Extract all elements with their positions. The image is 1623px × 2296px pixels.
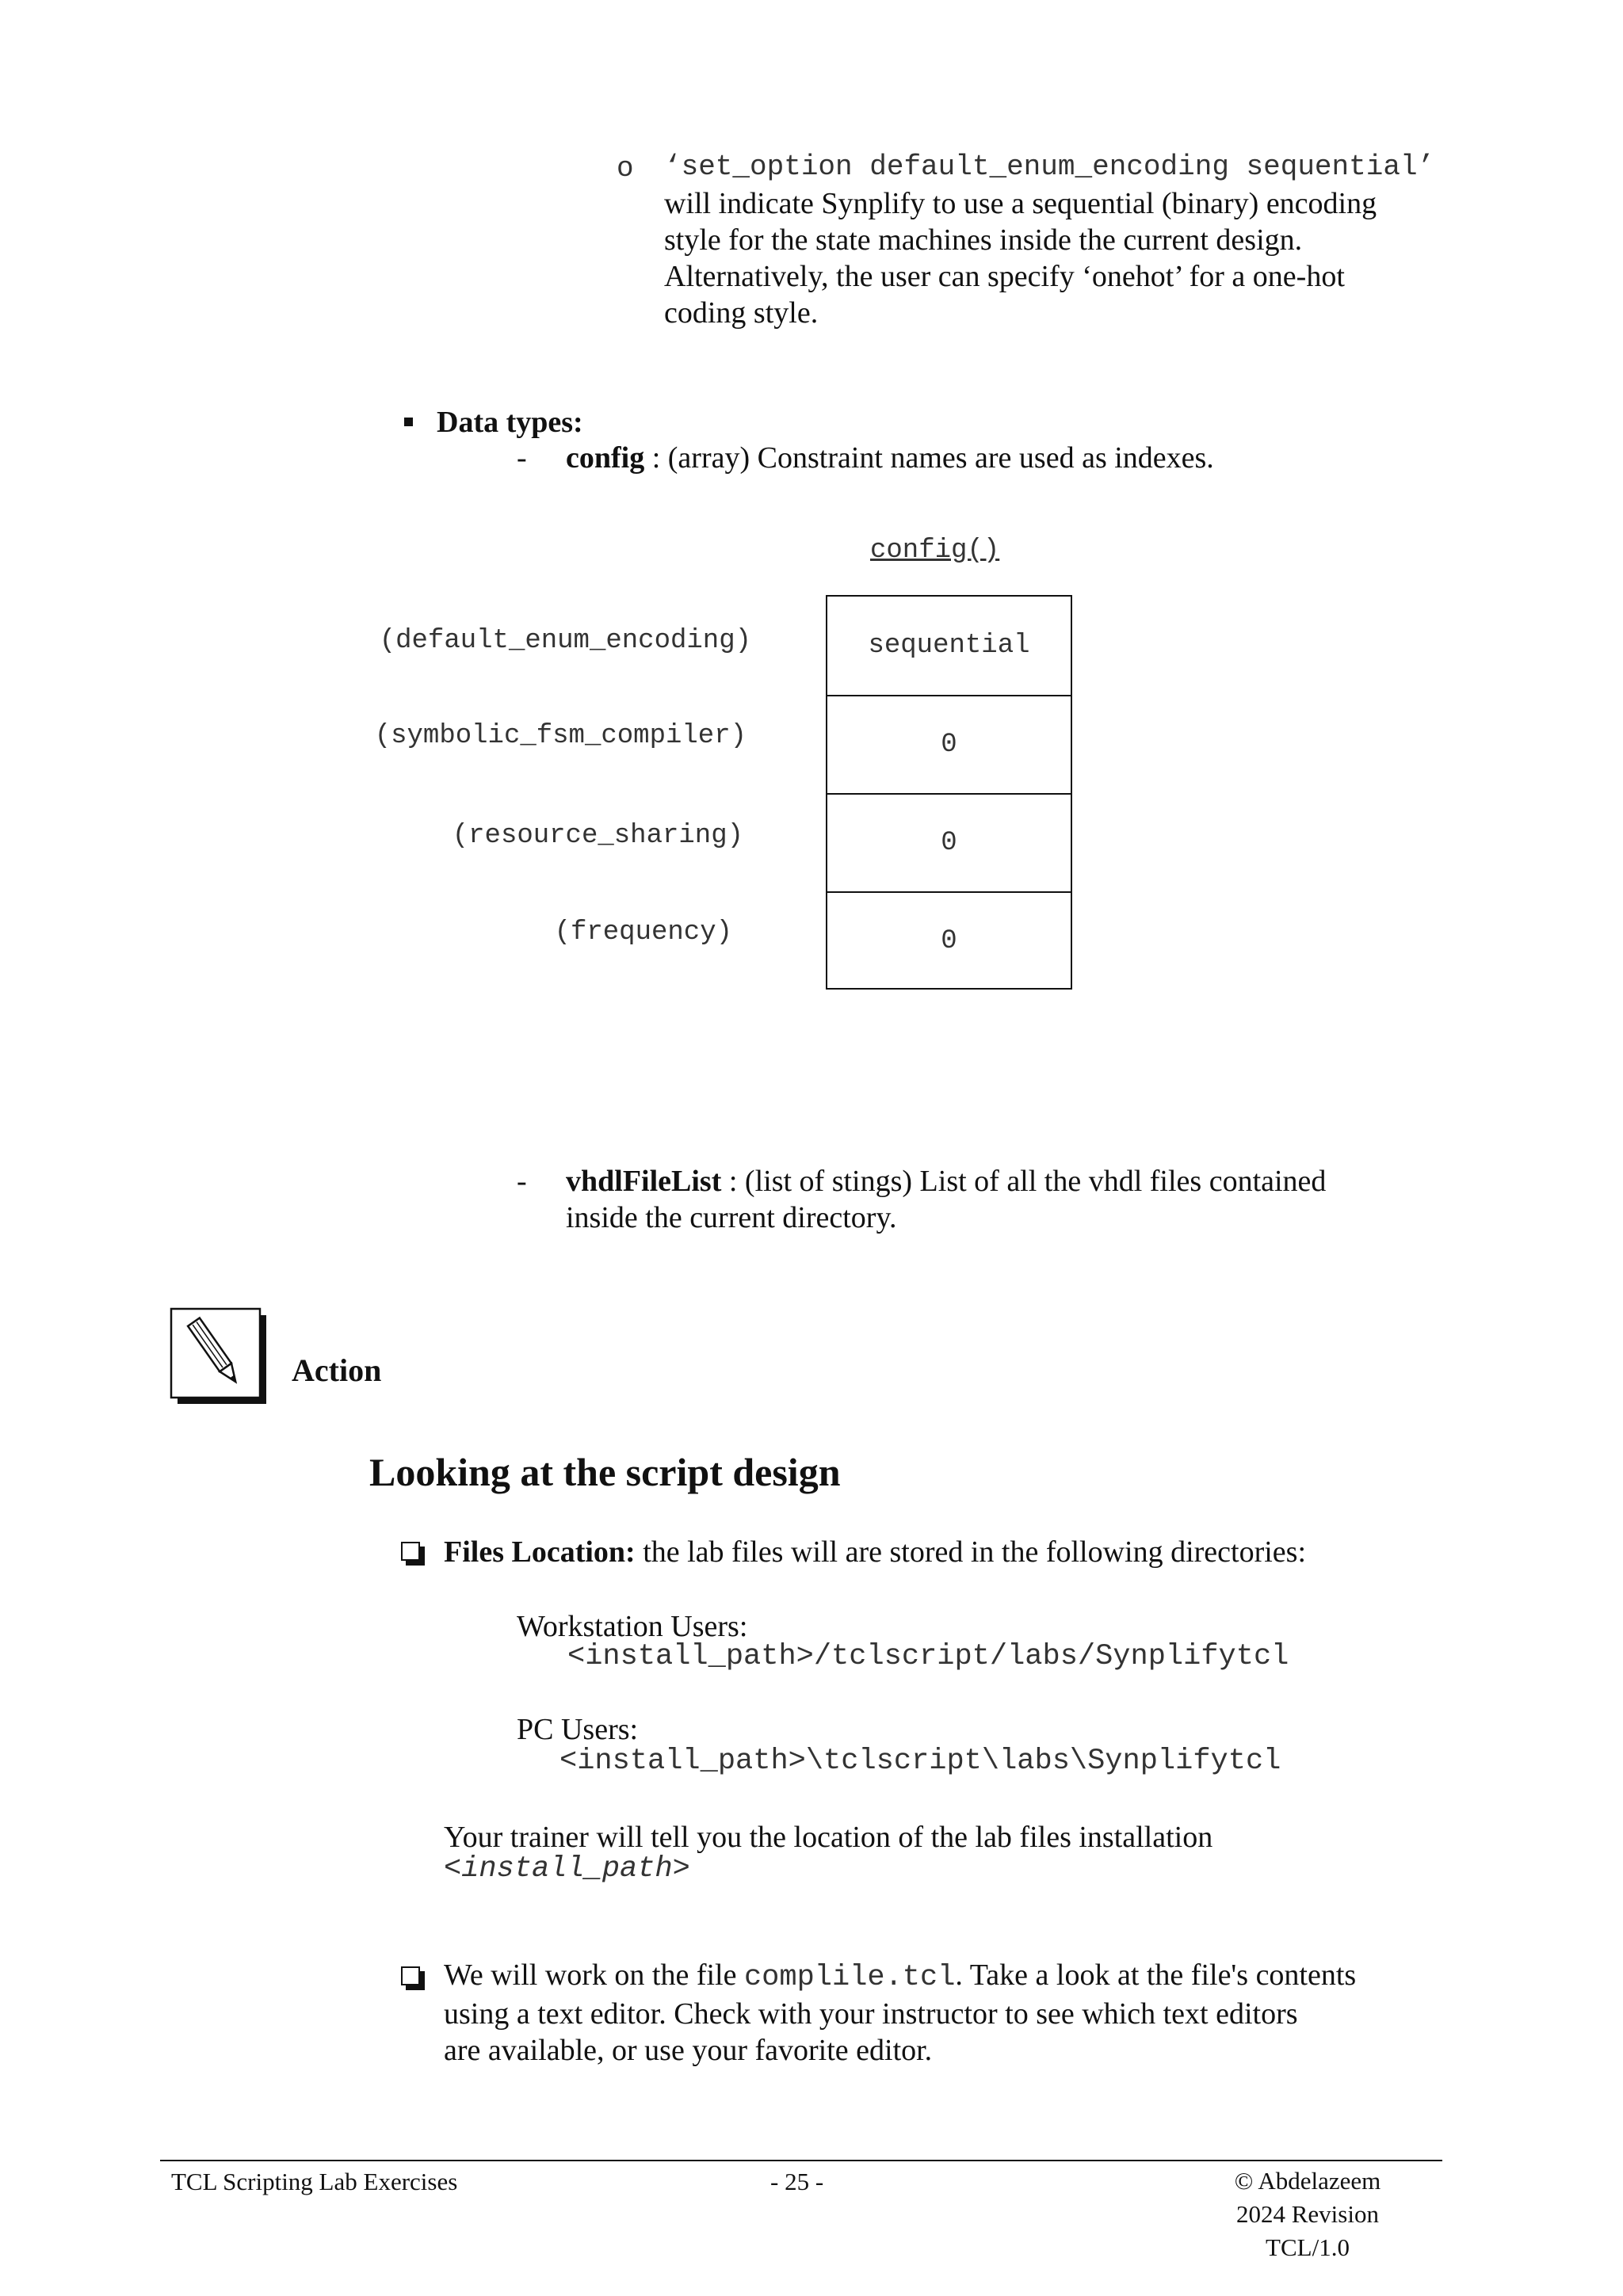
page-number: - 25 -: [770, 2168, 824, 2195]
square-bullet-icon: [404, 418, 413, 426]
vhdl-desc: : (list of stings) List of all the vhdl files contained: [721, 1165, 1327, 1198]
compile-item: [444, 1957, 1529, 2069]
array-index-label: (symbolic_fsm_compiler): [374, 721, 747, 751]
vhdl-name: vhdlFileList: [566, 1165, 722, 1198]
sub-bullet-line: coding style.: [664, 296, 819, 330]
pc-path: <install_path>\tclscript\labs\Synplifytcl: [559, 1745, 1281, 1778]
workstation-label: Workstation Users:: [517, 1610, 748, 1643]
set-option-code: ‘set_option default_enum_encoding sequential’: [664, 151, 1435, 183]
trainer-text: Your trainer will tell you the location of the lab files installation: [444, 1821, 1213, 1854]
dash-marker: -: [517, 441, 527, 475]
footer-divider: [160, 2160, 1442, 2161]
array-cell: sequential: [868, 631, 1030, 661]
install-path-note: <install_path>: [444, 1852, 690, 1886]
data-types-heading: Data types:: [437, 406, 583, 439]
checkbox-bullet-icon: [401, 1542, 420, 1561]
workstation-path: <install_path>/tclscript/labs/Synplifytcl: [567, 1640, 1289, 1673]
config-desc: : (array) Constraint names are used as indexes.: [644, 441, 1214, 475]
files-location-item: [444, 1534, 1306, 1570]
array-index-label: (resource_sharing): [452, 821, 743, 851]
compile-text: . Take a look at the file's contents: [955, 1958, 1357, 1992]
compile-text: We will work on the file: [444, 1958, 744, 1992]
footer-revision: [1220, 2164, 1395, 2264]
array-cell: 0: [827, 793, 1071, 891]
data-types-bullet: [404, 404, 583, 441]
array-cell: 0: [827, 695, 1071, 793]
pc-label: PC Users:: [517, 1713, 639, 1746]
array-box: [826, 595, 1072, 990]
compile-text-line: are available, or use your favorite editor.: [444, 2034, 933, 2067]
action-label: Action: [292, 1352, 382, 1388]
checkbox-bullet-icon: [401, 1966, 420, 1985]
config-item: [517, 440, 1214, 476]
footer-copyright: © Abdelazeem: [1234, 2167, 1381, 2195]
footer-version: TCL/1.0: [1266, 2233, 1350, 2261]
files-location-label: Files Location:: [444, 1535, 636, 1569]
sub-bullet-line: will indicate Synplify to use a sequential (binary) encoding: [664, 187, 1377, 220]
dash-marker: -: [517, 1165, 527, 1198]
array-cell: 0: [827, 891, 1071, 990]
config-name: config: [566, 441, 645, 475]
array-title: config(): [870, 536, 1000, 566]
sub-bullet-line: style for the state machines inside the current design.: [664, 223, 1303, 257]
footer-revision-year: 2024 Revision: [1236, 2200, 1379, 2228]
vhdl-desc-continued: inside the current directory.: [566, 1201, 897, 1234]
array-index-label: (frequency): [554, 917, 732, 948]
footer-title: TCL Scripting Lab Exercises: [171, 2168, 458, 2195]
compile-filename: complile.tcl: [743, 1961, 956, 1994]
compile-text-line: using a text editor. Check with your instructor to see which text editors: [444, 1997, 1298, 2031]
vhdl-file-list-item: [517, 1163, 1515, 1236]
sub-bullet-paragraph: [664, 149, 1504, 331]
files-location-text: the lab files will are stored in the following directories:: [635, 1535, 1307, 1569]
section-heading: Looking at the script design: [369, 1450, 841, 1494]
sub-bullet-line: Alternatively, the user can specify ‘onehot’ for a one-hot: [664, 260, 1345, 293]
pencil-icon: [170, 1307, 268, 1405]
array-index-label: (default_enum_encoding): [379, 626, 751, 656]
sub-bullet-marker: o: [617, 152, 634, 185]
